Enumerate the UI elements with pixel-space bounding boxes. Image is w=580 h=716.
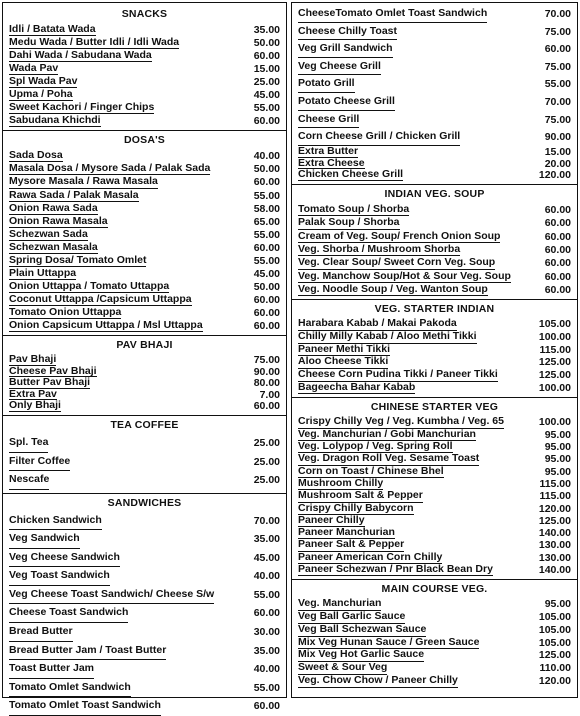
item-name: Harabara Kabab / Makai Pakoda [298,318,457,331]
item-name: Rawa Sada / Palak Masala [9,189,139,202]
item-price: 95.00 [537,599,571,611]
item-price: 60.00 [537,217,571,229]
item-price: 30.00 [246,624,280,642]
item-price: 60.00 [246,294,280,306]
item-price: 55.00 [537,76,571,93]
item-name: Veg. Manchurian [298,598,381,611]
menu-item [9,241,280,254]
item-price: 105.00 [537,319,571,331]
item-price: 15.00 [246,63,280,75]
item-price: 25.00 [246,76,280,88]
menu-item [298,111,571,129]
item-price: 75.00 [246,355,280,366]
item-price: 60.00 [246,307,280,319]
item-name: Onion Uttappa / Tomato Uttappa [9,280,169,293]
menu-item [9,319,280,332]
section-grill-sandwiches [298,5,571,185]
item-price: 125.00 [537,650,571,662]
item-name: Veg Grill Sandwich [298,40,393,58]
menu-item [298,624,571,637]
item-price: 120.00 [537,676,571,688]
item-price: 55.00 [246,255,280,267]
menu-item [9,114,280,127]
item-name: Cheese Pav Bhaji [9,366,97,378]
item-price: 35.00 [246,24,280,36]
menu-item [298,40,571,58]
item-name: Spring Dosa/ Tomato Omlet [9,254,146,267]
item-name: Mix Veg Hunan Sauce / Green Sauce [298,637,479,650]
item-name: Veg Cheese Grill [298,58,381,76]
item-price: 60.00 [246,320,280,332]
menu-item [9,280,280,293]
item-price: 130.00 [537,540,571,551]
section-divider [3,415,286,416]
item-name: Veg. Chow Chow / Paneer Chilly [298,675,458,688]
menu-item [298,270,571,283]
section-heading-tea-coffee: TEA COFFEE [9,419,280,432]
item-price: 58.00 [246,203,280,215]
section-sandwiches [9,497,280,716]
item-name: Paneer Schezwan / Pnr Black Bean Dry [298,564,493,576]
item-price: 60.00 [537,231,571,243]
item-price: 15.00 [537,147,571,158]
item-name: Butter Pav Bhaji [9,377,90,389]
menu-item [9,471,280,490]
item-price: 60.00 [537,244,571,256]
item-name: Plain Uttappa [9,267,76,280]
item-name: Aloo Cheese Tikki [298,356,388,369]
section-tea-coffee [9,419,280,494]
item-name: Coconut Uttappa /Capsicum Uttappa [9,293,192,306]
item-price: 110.00 [537,663,571,675]
menu-item [298,416,571,428]
menu-item [298,5,571,23]
menu-item [9,228,280,241]
item-name: Corn on Toast / Chinese Bhel [298,466,444,478]
item-price: 70.00 [537,94,571,111]
item-name: Tomato Omlet Toast Sandwich [9,697,161,716]
item-price: 20.00 [537,159,571,170]
item-price: 45.00 [246,89,280,101]
menu-item [298,203,571,216]
item-name: Veg Cheese Toast Sandwich/ Cheese S/w [9,586,214,605]
menu-item [298,611,571,624]
menu-item [9,75,280,88]
item-name: Bread Butter Jam / Toast Butter [9,642,166,661]
item-price: 55.00 [246,229,280,241]
item-price: 125.00 [537,357,571,369]
item-name: Sweet & Sour Veg [298,662,387,675]
item-name: Mushroom Salt & Pepper [298,490,423,502]
item-name: Spl. Tea [9,434,48,453]
item-name: Chicken Sandwich [9,512,102,531]
item-name: Tomato Omlet Sandwich [9,679,131,698]
item-price: 60.00 [537,271,571,283]
item-price: 45.00 [246,550,280,568]
menu-item [298,58,571,76]
item-name: CheeseTomato Omlet Toast Sandwich [298,5,487,23]
menu-item [9,306,280,319]
item-name: Extra Pav [9,389,57,401]
menu-item [298,216,571,229]
item-name: Nescafe [9,471,49,490]
item-name: Crispy Chilly Babycorn [298,503,414,515]
item-name: Palak Soup / Shorba [298,216,400,229]
section-divider [3,493,286,494]
item-name: Bread Butter [9,623,73,642]
item-price: 45.00 [246,268,280,280]
item-name: Paneer American Corn Chilly [298,552,442,564]
item-name: Medu Wada / Butter Idli / Idli Wada [9,36,179,49]
item-name: Filter Coffee [9,453,70,472]
item-price: 25.00 [246,472,280,490]
item-name: Upma / Poha [9,88,73,101]
section-dosa [9,134,280,336]
menu-item [298,490,571,502]
item-name: Sada Dosa [9,149,63,162]
item-name: Veg Cheese Sandwich [9,549,120,568]
item-name: Sweet Kachori / Finger Chips [9,101,154,114]
section-divider [3,335,286,336]
item-price: 55.00 [246,190,280,202]
section-main-course-veg [298,583,571,688]
item-name: Veg Toast Sandwich [9,567,110,586]
menu-item [298,564,571,576]
menu-item [9,549,280,568]
menu-column-left [2,2,287,698]
item-price: 25.00 [246,454,280,472]
section-heading-sandwiches: SANDWICHES [9,497,280,510]
item-price: 70.00 [537,6,571,23]
item-price: 60.00 [246,698,280,716]
section-snacks [9,8,280,131]
menu-item [9,175,280,188]
item-price: 140.00 [537,565,571,576]
menu-item [9,453,280,472]
menu-item [298,331,571,344]
menu-item [9,512,280,531]
menu-item [9,660,280,679]
item-price: 50.00 [246,281,280,293]
menu-item [298,256,571,269]
item-price: 120.00 [537,504,571,515]
item-name: Cheese Grill [298,111,359,129]
menu-item [9,23,280,36]
menu-item [298,169,571,181]
menu-item [9,49,280,62]
item-price: 100.00 [537,383,571,395]
item-name: Corn Cheese Grill / Chicken Grill [298,128,460,146]
section-heading-chinese-starter-veg: CHINESE STARTER VEG [298,401,571,414]
item-price: 60.00 [246,176,280,188]
item-price: 65.00 [246,216,280,228]
section-divider [292,579,577,580]
menu-item [9,267,280,280]
item-price: 100.00 [537,332,571,344]
item-name: Veg Ball Garlic Sauce [298,611,405,624]
section-heading-indian-veg-soup: INDIAN VEG. SOUP [298,188,571,201]
item-price: 60.00 [537,41,571,58]
item-name: Mix Veg Hot Garlic Sauce [298,649,424,662]
menu-item [9,62,280,75]
menu-item [9,623,280,642]
item-price: 115.00 [537,479,571,490]
item-name: Wada Pav [9,62,58,75]
item-price: 75.00 [537,24,571,41]
item-price: 140.00 [537,528,571,539]
item-price: 60.00 [537,257,571,269]
section-heading-main-course-veg: MAIN COURSE VEG. [298,583,571,596]
section-chinese-starter-veg [298,401,571,580]
menu-item [298,146,571,158]
item-name: Paneer Manchurian [298,527,395,539]
item-name: Veg. Manchurian / Gobi Manchurian [298,429,476,441]
item-name: Cheese Chilly Toast [298,23,397,41]
menu-item [9,162,280,175]
item-price: 60.00 [246,115,280,127]
item-price: 130.00 [537,553,571,564]
menu-item [9,36,280,49]
menu-item [9,149,280,162]
item-name: Veg Ball Schezwan Sauce [298,624,426,637]
section-divider [292,184,577,185]
item-price: 60.00 [246,242,280,254]
menu-item [9,88,280,101]
menu-item [9,189,280,202]
item-name: Cheese Toast Sandwich [9,604,128,623]
section-heading-snacks: SNACKS [9,8,280,21]
item-name: Veg. Manchow Soup/Hot & Sour Veg. Soup [298,270,511,283]
item-name: Veg. Clear Soup/ Sweet Corn Veg. Soup [298,256,495,269]
item-price: 35.00 [246,643,280,661]
menu-item [298,230,571,243]
section-divider [292,299,577,300]
menu-item [9,567,280,586]
menu-item [9,400,280,412]
item-price: 60.00 [246,401,280,412]
item-name: Mushroom Chilly [298,478,383,490]
item-price: 40.00 [246,661,280,679]
item-price: 55.00 [246,680,280,698]
item-name: Mysore Masala / Rawa Masala [9,175,158,188]
item-price: 50.00 [246,163,280,175]
item-name: Onion Rawa Masala [9,215,108,228]
item-name: Extra Cheese [298,158,365,170]
item-name: Paneer Salt & Pepper [298,539,404,551]
menu-item [9,202,280,215]
item-price: 95.00 [537,430,571,441]
item-name: Schezwan Masala [9,241,98,254]
item-name: Veg. Lolypop / Veg. Spring Roll [298,441,453,453]
item-name: Toast Butter Jam [9,660,94,679]
menu-item [298,93,571,111]
item-price: 60.00 [537,204,571,216]
item-price: 95.00 [537,454,571,465]
section-heading-veg-starter-indian: VEG. STARTER INDIAN [298,303,571,316]
item-price: 105.00 [537,638,571,650]
menu-item [298,453,571,465]
item-name: Onion Capsicum Uttappa / Msl Uttappa [9,319,203,332]
menu-item [9,354,280,366]
section-veg-starter-indian [298,303,571,398]
menu-item [9,642,280,661]
item-price: 90.00 [537,129,571,146]
item-name: Veg Sandwich [9,530,80,549]
menu-item [9,254,280,267]
menu-item [298,382,571,395]
menu-item [298,283,571,296]
menu-item [298,503,571,515]
menu-item [9,434,280,453]
item-price: 40.00 [246,568,280,586]
menu-item [9,293,280,306]
item-name: Tomato Soup / Shorba [298,203,409,216]
item-name: Paneer Methi Tikki [298,344,390,357]
menu-item [298,369,571,382]
item-price: 55.00 [246,587,280,605]
menu-item [9,215,280,228]
item-price: 125.00 [537,370,571,382]
item-name: Veg. Dragon Roll Veg. Sesame Toast [298,453,479,465]
item-price: 115.00 [537,491,571,502]
item-name: Potato Cheese Grill [298,93,395,111]
item-name: Extra Butter [298,146,358,158]
item-price: 60.00 [246,605,280,623]
section-divider [292,397,577,398]
item-price: 75.00 [537,112,571,129]
item-name: Bageecha Bahar Kabab [298,382,415,395]
item-name: Chilly Milly Kabab / Aloo Methi Tikki [298,331,477,344]
item-price: 80.00 [246,378,280,389]
item-name: Paneer Chilly [298,515,365,527]
menu-item [298,23,571,41]
item-price: 75.00 [537,59,571,76]
item-name: Cream of Veg. Soup/ French Onion Soup [298,230,500,243]
menu-item [9,586,280,605]
item-price: 125.00 [537,516,571,527]
menu-item [298,75,571,93]
menu-item [298,539,571,551]
section-indian-veg-soup [298,188,571,300]
menu-item [9,679,280,698]
item-price: 90.00 [246,367,280,378]
item-name: Crispy Chilly Veg / Veg. Kumbha / Veg. 65 [298,416,504,428]
item-price: 7.00 [246,390,280,401]
menu-item [298,675,571,688]
item-price: 40.00 [246,150,280,162]
item-price: 105.00 [537,612,571,624]
item-name: Spl Wada Pav [9,75,77,88]
item-name: Sabudana Khichdi [9,114,101,127]
section-heading-dosa: DOSA'S [9,134,280,147]
item-price: 95.00 [537,442,571,453]
item-name: Only Bhaji [9,400,61,412]
item-price: 55.00 [246,102,280,114]
item-price: 50.00 [246,37,280,49]
item-name: Pav Bhaji [9,354,56,366]
menu-item [9,101,280,114]
item-price: 60.00 [537,284,571,296]
item-name: Masala Dosa / Mysore Sada / Palak Sada [9,162,210,175]
item-price: 95.00 [537,467,571,478]
item-price: 60.00 [246,50,280,62]
item-name: Schezwan Sada [9,228,88,241]
item-price: 105.00 [537,625,571,637]
menu-item [9,530,280,549]
menu-item [9,697,280,716]
item-name: Onion Rawa Sada [9,202,98,215]
section-heading-pav-bhaji: PAV BHAJI [9,339,280,352]
menu-column-right [291,2,578,698]
item-name: Veg. Noodle Soup / Veg. Wanton Soup [298,283,488,296]
menu-item [298,128,571,146]
item-price: 35.00 [246,531,280,549]
item-name: Veg. Shorba / Mushroom Shorba [298,243,460,256]
section-pav-bhaji [9,339,280,416]
menu-item [9,604,280,623]
item-price: 70.00 [246,513,280,531]
section-divider [3,130,286,131]
item-name: Potato Grill [298,75,355,93]
item-name: Tomato Onion Uttappa [9,306,121,319]
menu-item [298,243,571,256]
item-name: Chicken Cheese Grill [298,169,403,181]
item-price: 115.00 [537,345,571,357]
item-price: 100.00 [537,417,571,428]
item-name: Dahi Wada / Sabudana Wada [9,49,152,62]
item-name: Idli / Batata Wada [9,23,96,36]
item-name: Cheese Corn Pudina Tikki / Paneer Tikki [298,369,498,382]
item-price: 120.00 [537,170,571,181]
item-price: 25.00 [246,435,280,453]
